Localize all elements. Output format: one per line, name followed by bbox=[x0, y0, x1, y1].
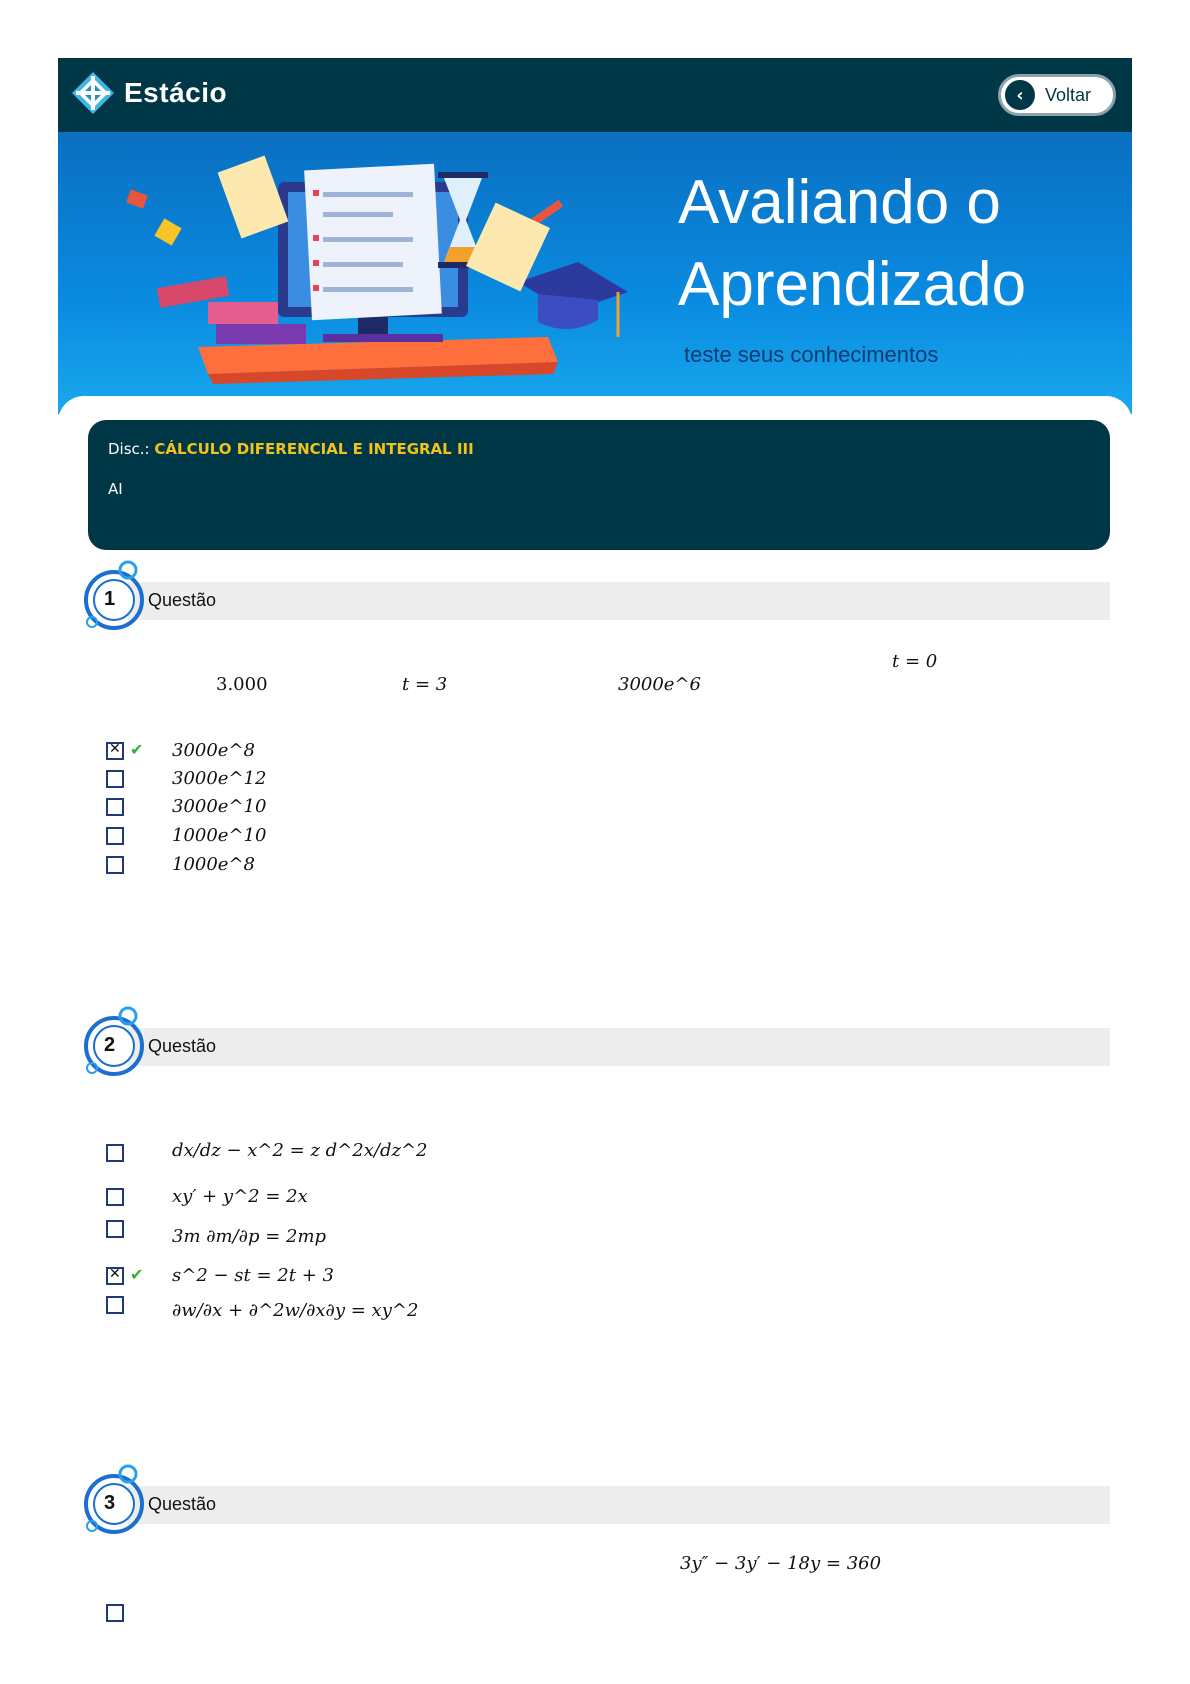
chevron-left-icon: ‹ bbox=[1005, 80, 1035, 110]
option-text: ∂w/∂x + ∂^2w/∂x∂y = xy^2 bbox=[172, 1300, 419, 1321]
q1-stem-math: 3000e^6 bbox=[618, 674, 701, 695]
discipline-subtitle: AI bbox=[108, 480, 123, 498]
option-text: dx/dz − x^2 = z d^2x/dz^2 bbox=[172, 1140, 428, 1161]
option-checkbox[interactable] bbox=[106, 770, 124, 788]
question-3-header bbox=[80, 1482, 1110, 1522]
question-number: 1 bbox=[104, 588, 116, 610]
brand-logo bbox=[70, 70, 227, 116]
option-text: 3000e^12 bbox=[172, 768, 267, 789]
q1-stem-math: 3.000 bbox=[216, 674, 268, 695]
option-checkbox[interactable] bbox=[106, 1296, 124, 1314]
study-illustration-icon bbox=[98, 152, 698, 402]
question-number: 3 bbox=[104, 1492, 116, 1514]
option-text: 1000e^10 bbox=[172, 825, 267, 846]
banner-title bbox=[678, 162, 1026, 326]
option-text: s^2 − st = 2t + 3 bbox=[172, 1265, 334, 1286]
option-checkbox[interactable] bbox=[106, 1188, 124, 1206]
question-label: Questão bbox=[148, 1036, 217, 1056]
option-checkbox[interactable] bbox=[106, 827, 124, 845]
correct-check-icon: ✔ bbox=[130, 1265, 144, 1284]
question-1-header bbox=[80, 578, 1110, 618]
question-2-header bbox=[80, 1024, 1110, 1064]
hero-banner bbox=[58, 132, 1132, 414]
discipline-name: CÁLCULO DIFERENCIAL E INTEGRAL III bbox=[154, 440, 474, 458]
question-header-bar bbox=[128, 1486, 1110, 1524]
option-text: 1000e^8 bbox=[172, 854, 255, 875]
option-text: 3000e^10 bbox=[172, 796, 267, 817]
question-label: Questão bbox=[148, 1494, 217, 1514]
banner-title-line2: Aprendizado bbox=[678, 250, 1027, 319]
option-checkbox[interactable] bbox=[106, 1604, 124, 1622]
estacio-logo-icon bbox=[70, 70, 116, 116]
option-checkbox[interactable] bbox=[106, 1220, 124, 1238]
option-checkbox[interactable] bbox=[106, 742, 124, 760]
option-checkbox[interactable] bbox=[106, 856, 124, 874]
brand-name: Estácio bbox=[124, 77, 228, 108]
back-button[interactable] bbox=[998, 74, 1116, 116]
q3-stem-math: 3y″ − 3y′ − 18y = 360 bbox=[680, 1553, 882, 1574]
banner-subtitle: teste seus conhecimentos bbox=[684, 342, 939, 367]
option-text: 3m ∂m/∂p = 2mp bbox=[172, 1226, 327, 1247]
back-button-label: Voltar bbox=[1045, 84, 1092, 105]
discipline-line bbox=[108, 440, 474, 458]
discipline-panel bbox=[88, 420, 1110, 550]
option-checkbox[interactable] bbox=[106, 1144, 124, 1162]
option-text: 3000e^8 bbox=[172, 740, 255, 761]
question-label: Questão bbox=[148, 590, 217, 610]
question-header-bar bbox=[128, 1028, 1110, 1066]
q1-stem-math: t = 3 bbox=[402, 674, 448, 695]
option-text: xy′ + y^2 = 2x bbox=[172, 1186, 308, 1207]
question-number: 2 bbox=[104, 1034, 116, 1056]
banner-title-line1: Avaliando o bbox=[678, 168, 1001, 237]
discipline-prefix: Disc.: bbox=[108, 440, 150, 458]
top-bar bbox=[58, 58, 1132, 132]
question-header-bar bbox=[128, 582, 1110, 620]
option-checkbox[interactable] bbox=[106, 1267, 124, 1285]
q1-stem-math: t = 0 bbox=[892, 651, 938, 672]
correct-check-icon: ✔ bbox=[130, 740, 144, 759]
option-checkbox[interactable] bbox=[106, 798, 124, 816]
